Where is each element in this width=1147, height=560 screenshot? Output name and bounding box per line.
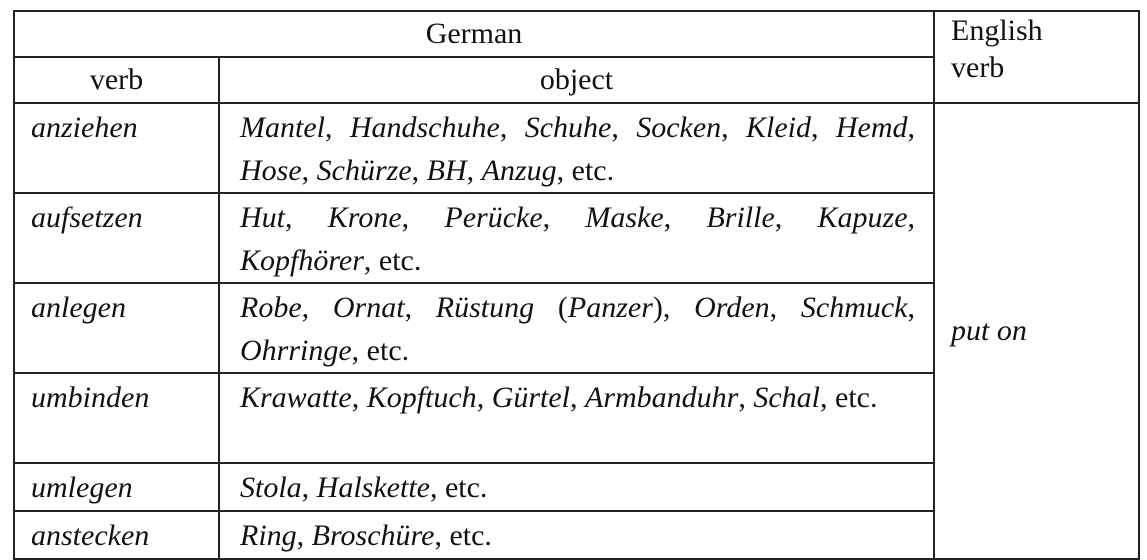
- object-header: object: [219, 57, 934, 103]
- verb-header: verb: [14, 57, 219, 103]
- object-list: Hut, Krone, Perücke, Maske, Brille, Kapuze, Kopfhörer, etc.: [219, 193, 934, 283]
- english-header-line2: verb: [951, 51, 1005, 84]
- verb-object-table: [13, 10, 1140, 560]
- object-list: Stola, Halskette, etc.: [219, 463, 934, 511]
- object-list: Robe, Ornat, Rüstung (Panzer), Orden, Schmuck, Ohrringe, etc.: [219, 283, 934, 373]
- german-header: German: [14, 11, 934, 57]
- object-list: Mantel, Handschuhe, Schuhe, Socken, Kleid, Hemd, Hose, Schürze, BH, Anzug, etc.: [219, 103, 934, 193]
- german-verb: anlegen: [14, 283, 219, 373]
- table-row: [14, 103, 1139, 193]
- german-verb: umlegen: [14, 463, 219, 511]
- english-verb-header: [934, 11, 1139, 103]
- object-list: Krawatte, Kopftuch, Gürtel, Armbanduhr, Schal, etc.: [219, 373, 934, 463]
- german-verb: anziehen: [14, 103, 219, 193]
- german-verb: umbinden: [14, 373, 219, 463]
- english-header-line1: English: [951, 14, 1043, 47]
- german-verb: anstecken: [14, 511, 219, 559]
- german-verb: aufsetzen: [14, 193, 219, 283]
- object-list: Ring, Broschüre, etc.: [219, 511, 934, 559]
- english-verb: put on: [934, 103, 1139, 559]
